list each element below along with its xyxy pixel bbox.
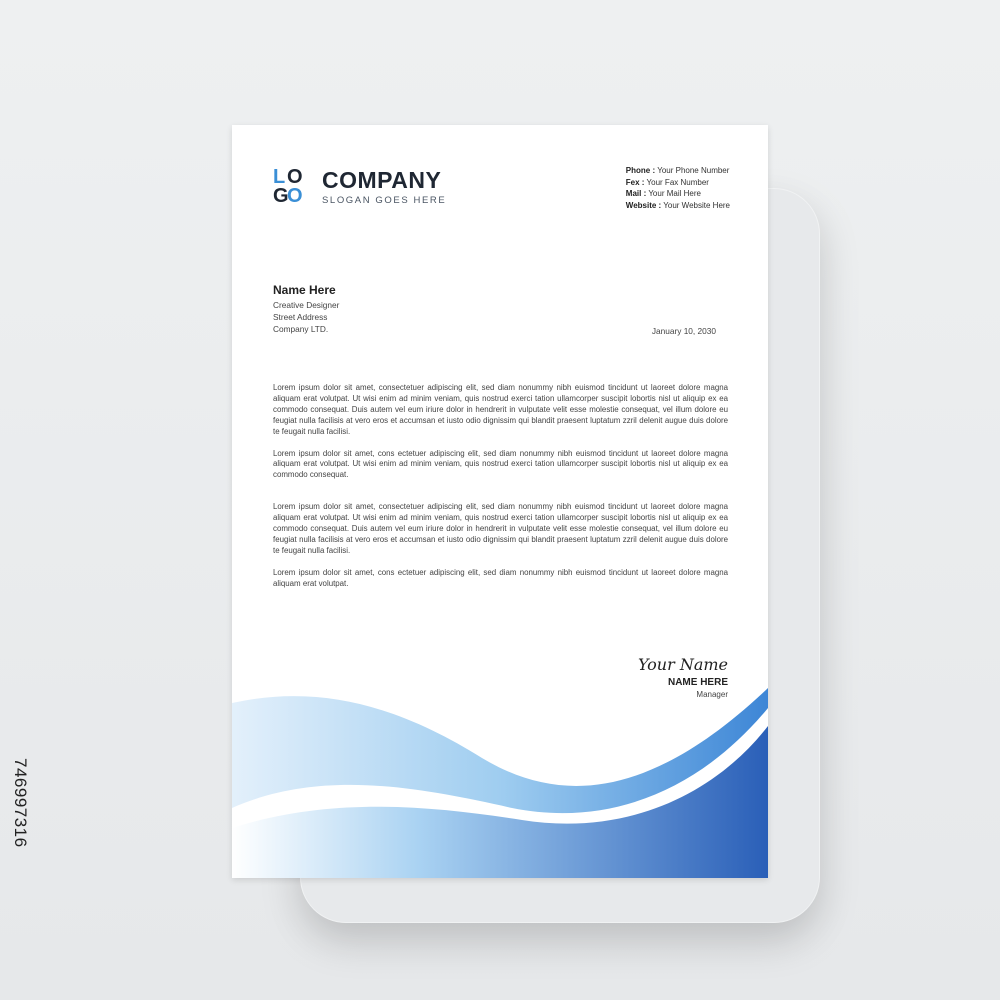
signature-script: Your Name [637,655,728,674]
letterhead-sheet [232,125,768,878]
fax-label: Fex : [625,177,645,187]
wave-decoration [232,688,768,878]
logo-letter-o-2: O [287,185,303,207]
letter-body [273,383,728,590]
phone-label: Phone : [625,166,656,175]
logo-letter-o: O [287,166,303,188]
contact-block [626,165,730,211]
fax-value: Your Fax Number [646,177,709,187]
contact-phone [626,165,730,177]
body-paragraph: Lorem ipsum dolor sit amet, consectetuer adipiscing elit, sed diam nonummy nibh euismod tincidunt ut laoreet dolore magna aliquam erat volutpat. Ut wisi enim ad minim veniam, quis nostrud exerci tation ullamcorper suscipit lobortis nisl ut aliquip ex ea commodo consequat. Duis autem vel eum iriure dolor in hendrerit in vulputate velit esse molestie consequat, vel illum dolore eu feugiat nulla facilisis at vero eros et accumsan et iusto odio dignissim qui blandit praesent luptatum zzril delenit augue duis dolore te feugait nulla facilisi. [273,502,728,555]
recipient-name: Name Here [273,283,336,297]
recipient-address: Street Address [273,312,328,322]
signer-name: NAME HERE [667,677,728,688]
logo-icon [273,167,311,207]
website-label: Website : [625,200,662,210]
mail-value: Your Mail Here [648,189,701,198]
letter-date: January 10, 2030 [651,326,716,336]
body-paragraph: Lorem ipsum dolor sit amet, cons ectetuer adipiscing elit, sed diam nonummy nibh euismod tincidunt ut laoreet dolore magna aliquam erat volutpat. [273,567,728,588]
company-slogan: SLOGAN GOES HERE [322,195,447,206]
contact-website [626,200,730,212]
signer-title: Manager [696,690,728,699]
logo-letter-l: L [273,166,286,188]
phone-value: Your Phone Number [657,166,730,175]
contact-mail [626,188,730,200]
logo-letter-g: G [273,185,289,207]
website-value: Your Website Here [663,200,730,210]
body-paragraph: Lorem ipsum dolor sit amet, consectetuer adipiscing elit, sed diam nonummy nibh euismod tincidunt ut laoreet dolore magna aliquam erat volutpat. Ut wisi enim ad minim veniam, quis nostrud exerci tation ullamcorper suscipit lobortis nisl ut aliquip ex ea commodo consequat. Duis autem vel eum iriure dolor in hendrerit in vulputate velit esse molestie consequat, vel illum dolore eu feugiat nulla facilisis at vero eros et accumsan et iusto odio dignissim qui blandit praesent luptatum zzril delenit augue duis dolore te feugait nulla facilisi. [273,383,728,436]
stock-image-id: 746997316 [11,758,30,848]
body-paragraph: Lorem ipsum dolor sit amet, cons ectetuer adipiscing elit, sed diam nonummy nibh euismod tincidunt ut laoreet dolore magna aliquam erat volutpat. Ut wisi enim ad minim veniam, quis nostrud exerci tation ullamcorper suscipit lobortis nisl ut aliquip ex ea commodo consequat. [273,448,728,480]
recipient-company: Company LTD. [273,324,329,334]
mail-label: Mail : [625,189,647,198]
company-name: COMPANY [322,167,442,193]
recipient-title: Creative Designer [273,300,340,310]
recipient-block [273,283,339,335]
contact-fax [626,177,730,189]
